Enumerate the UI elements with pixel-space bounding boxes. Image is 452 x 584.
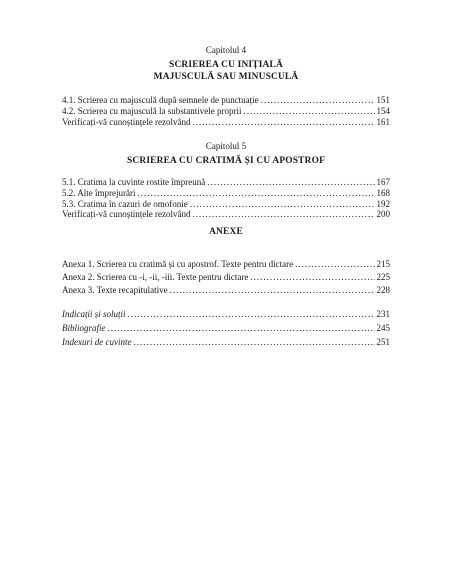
toc-entry[interactable] [62,199,390,210]
toc-entry-page: 231 [376,309,390,319]
toc-entry-label: Anexa 1. Scrierea cu cratimă și cu apostrof. Texte pentru dictare [62,259,294,269]
dot-leader [190,199,375,210]
toc-entry-page: 251 [376,336,390,347]
dot-leader [207,177,374,188]
toc-entry[interactable] [62,272,390,283]
toc-entry-page: 161 [376,116,390,127]
dot-leader [295,259,374,270]
dot-leader [128,309,375,320]
toc-entry-label: Verificați-vă cunoștințele rezolvând [62,116,191,127]
dot-leader [192,209,374,220]
dot-leader [261,95,375,106]
toc-entry-page: 192 [376,198,390,209]
toc-entry[interactable] [62,323,390,334]
toc-entry-page: 154 [376,105,390,116]
annexes-title: ANEXE [209,227,243,237]
dot-leader [250,272,374,283]
toc-entry[interactable] [62,285,390,296]
toc-entry-page: 228 [376,284,390,295]
chapter-4-title-line-2: MAJUSCULĂ SAU MINUSCULĂ [153,72,299,82]
toc-entry-label: Anexa 3. Texte recapitulative [62,284,168,295]
chapter-4-entries [62,95,390,127]
toc-entry-page: 225 [376,271,390,282]
toc-entry[interactable] [62,95,390,106]
chapter-4-title-line-1: SCRIEREA CU INIȚIALĂ [169,60,283,70]
chapter-5-heading: Capitolul 5 [205,141,247,151]
toc-entry-label: 5.3. Cratima în cazuri de omofonie [62,198,188,209]
toc-entry[interactable] [62,209,390,220]
toc-entry[interactable] [62,259,390,270]
toc-entry-label: Verificați-vă cunoștințele rezolvând [62,209,191,220]
toc-entry-label: 5.1. Cratima la cuvinte rostite împreună [62,177,206,187]
annexes-entries [62,259,390,295]
toc-entry-page: 200 [376,209,390,220]
toc-entry[interactable] [62,117,390,128]
toc-entry-label: 4.2. Scrierea cu majusculă la substantivele proprii [62,105,242,116]
dot-leader [243,106,374,117]
toc-entry[interactable] [62,106,390,117]
toc-entry-page: 168 [376,187,390,198]
dot-leader [137,188,374,199]
toc-entry-page: 167 [376,177,390,187]
toc-entry-label: 5.2. Alte împrejurări [62,187,136,198]
toc-entry-label: 4.1. Scrierea cu majusculă după semnele de punctuație [62,95,259,105]
dot-leader [133,337,374,348]
toc-entry-label: Anexa 2. Scrierea cu -i, -ii, -iii. Texte pentru dictare [62,271,249,282]
toc-entry[interactable] [62,337,390,348]
toc-entry[interactable] [62,188,390,199]
dot-leader [108,323,375,334]
back-matter-entries [62,309,390,347]
toc-entry[interactable] [62,309,390,320]
dot-leader [170,285,375,296]
toc-entry-label: Bibliografie [62,322,106,333]
toc-entry-label: Indicații și soluții [62,309,126,319]
toc-entry[interactable] [62,177,390,188]
toc-entry-page: 215 [376,259,390,269]
toc-entry-page: 151 [376,95,390,105]
chapter-5-title: SCRIEREA CU CRATIMĂ ȘI CU APOSTROF [126,156,326,166]
toc-entry-label: Indexuri de cuvinte [62,336,132,347]
dot-leader [192,117,374,128]
chapter-4-heading: Capitolul 4 [205,45,247,55]
chapter-5-entries [62,177,390,220]
toc-entry-page: 245 [376,322,390,333]
